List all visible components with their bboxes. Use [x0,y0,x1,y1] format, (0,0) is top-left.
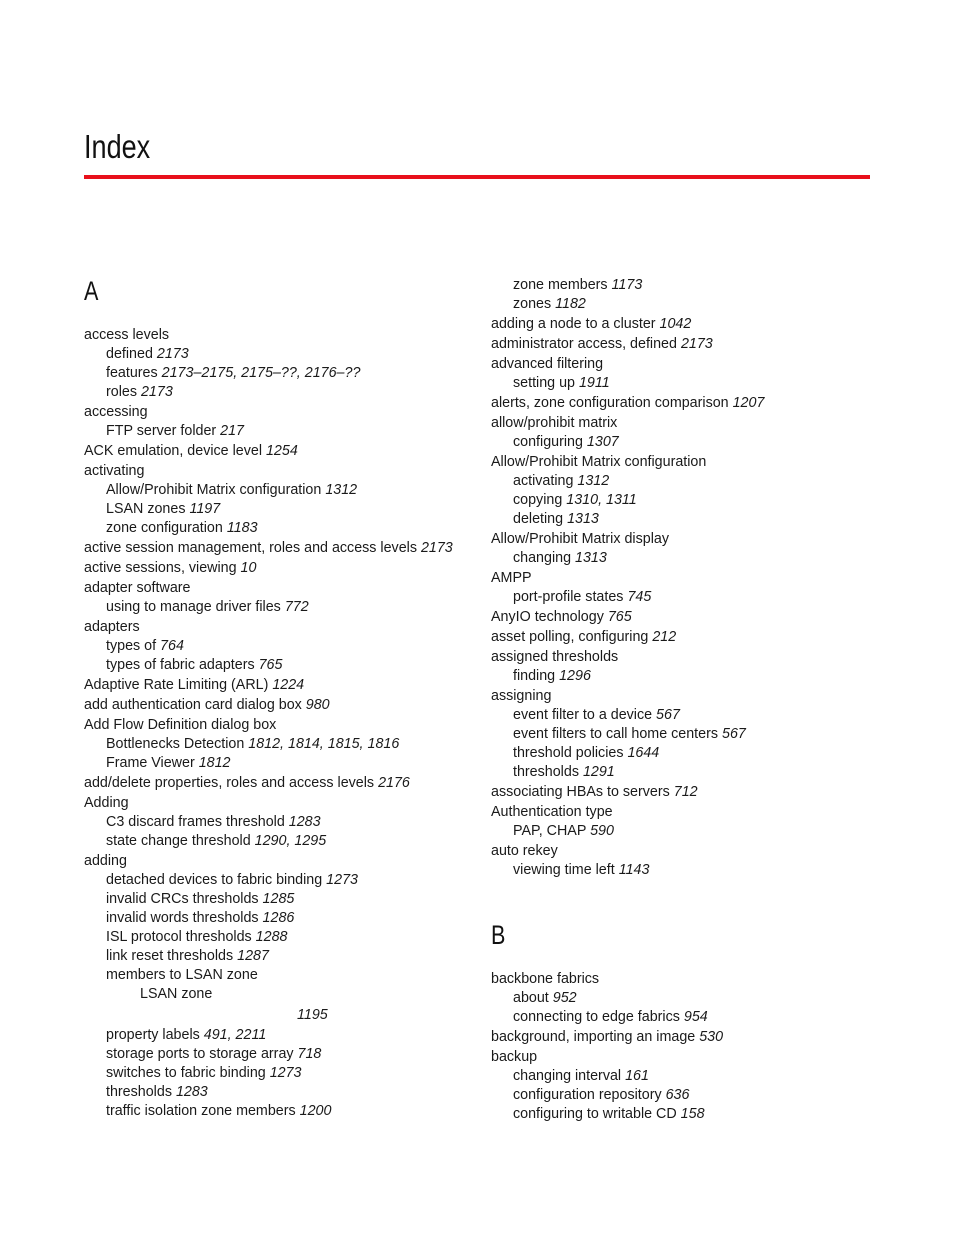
index-entry [491,1086,891,1105]
index-entry [491,1008,891,1027]
index-entry-term: active session management, roles and access levels [84,540,421,556]
index-entry-pages[interactable]: 954 [683,1009,708,1025]
index-entry-term: assigned thresholds [491,649,619,665]
index-entry [491,822,891,841]
index-entry-pages[interactable]: 590 [590,823,614,839]
index-entry [84,676,474,695]
index-entry-pages[interactable]: 567 [656,707,680,723]
index-entry-pages[interactable]: 745 [627,589,652,605]
index-entry-term: thresholds [106,1084,176,1100]
index-entry-pages[interactable]: 1173 [611,277,643,293]
index-entry-pages[interactable]: 1197 [189,501,221,517]
index-entry-pages[interactable]: 718 [297,1046,322,1062]
index-entry-term: event filter to a device [513,707,657,723]
index-entry-term: Allow/Prohibit Matrix configuration [106,482,326,498]
index-entry [84,579,474,598]
index-entry-term: add authentication card dialog box [84,697,306,713]
index-entry-term: Adding [84,795,129,811]
index-entry-pages[interactable]: 1200 [299,1103,332,1119]
index-entry [84,696,474,715]
index-entry-term: adding a node to a cluster [491,316,660,332]
index-entry-term: invalid words thresholds [106,910,263,926]
index-entry-term: ACK emulation, device level [84,443,266,459]
index-entry-term: Add Flow Definition dialog box [84,717,277,733]
index-entry [84,383,474,402]
index-entry-pages[interactable]: 772 [284,599,309,615]
index-entry [84,481,474,500]
index-entry [491,276,891,295]
index-entry-pages[interactable]: 491, 2211 [203,1027,267,1043]
index-entry-pages[interactable]: 1310, 1311 [566,492,637,508]
index-entry-term: associating HBAs to servers [491,784,674,800]
index-entry [84,716,474,735]
index-entry-term: port-profile states [513,589,628,605]
index-entry-term: assigning [491,688,552,704]
index-entry [84,832,474,851]
index-entry-term: backbone fabrics [491,971,600,987]
index-entry [84,947,474,966]
index-column-left [84,276,474,1121]
index-entry-term: types of [106,638,161,654]
index-entry [491,433,891,452]
index-entry-pages[interactable]: 1291 [582,764,615,780]
index-entry-pages[interactable]: 1290, 1295 [254,833,327,849]
index-entry [84,1083,474,1102]
index-entry-pages[interactable]: 764 [160,638,184,654]
index-entry-term: detached devices to fabric binding [106,872,327,888]
index-entry-term: types of fabric adapters [106,657,259,673]
index-entry [491,472,891,491]
index-entry-term: AMPP [491,570,532,586]
page-title: Index [84,128,151,165]
index-entry [84,852,474,871]
index-entry-term: about [513,990,553,1006]
index-entry [84,794,474,813]
index-entry-pages[interactable]: 1195 [297,1007,328,1023]
index-entry-term: features [106,365,162,381]
index-entry-term: viewing time left [513,862,619,878]
index-entry-term: threshold policies [513,745,628,761]
index-entry [491,667,891,686]
index-entry-term: Authentication type [491,804,613,820]
index-entry-pages[interactable]: 1312 [325,482,358,498]
index-entry [491,453,891,472]
index-entry-term: event filters to call home centers [513,726,722,742]
index-entry-pages[interactable]: 1312 [577,473,610,489]
index-entry [84,909,474,928]
index-entry-pages[interactable]: 158 [680,1106,705,1122]
index-entry-term: AnyIO technology [491,609,608,625]
index-entry [84,1102,474,1121]
index-entry-term: configuring [513,434,587,450]
index-entry [84,462,474,481]
index-entry-term: link reset thresholds [106,948,238,964]
index-entry-term: PAP, CHAP [513,823,591,839]
index-entry [491,569,891,588]
index-entry-pages[interactable]: 1273 [326,872,358,888]
index-entry [84,966,474,985]
index-entry [491,491,891,510]
index-entry-term: switches to fabric binding [106,1065,270,1081]
index-entry-pages[interactable]: 567 [722,726,746,742]
index-entry [84,656,474,675]
index-entry [491,763,891,782]
index-entry-pages[interactable]: 1285 [262,891,295,907]
index-entry [491,725,891,744]
index-entry-pages[interactable]: 1296 [559,668,591,684]
index-entry-pages[interactable]: 10 [240,560,257,576]
index-entry-term: defined [106,346,157,362]
index-entry [491,510,891,529]
index-entry [84,519,474,538]
index-entry-pages[interactable]: 1313 [575,550,607,566]
index-entry-pages[interactable]: 765 [607,609,632,625]
index-entry-pages[interactable]: 1307 [586,434,619,450]
index-entry [491,842,891,861]
index-entry-pages[interactable]: 1143 [618,862,650,878]
index-entry-pages[interactable]: 1283 [175,1084,208,1100]
index-entry-term: setting up [513,375,579,391]
index-entry-pages[interactable]: 1644 [627,745,660,761]
index-entry [491,1048,891,1067]
title-rule [84,175,870,179]
index-entry-term: access levels [84,327,170,343]
index-entry-pages[interactable]: 1207 [732,395,765,411]
index-entry-pages[interactable]: 2173 [140,384,173,400]
index-entry [84,1064,474,1083]
index-entry [84,637,474,656]
index-entry [491,706,891,725]
index-entry-term: ISL protocol thresholds [106,929,256,945]
index-entry [491,861,891,880]
index-entry-term: activating [84,463,145,479]
index-entry-pages[interactable]: 712 [673,784,698,800]
index-entry-term: adapters [84,619,140,635]
index-entry [491,783,891,802]
index-entry [491,1105,891,1124]
index-entry [491,355,891,374]
index-entry-pages[interactable]: 1287 [237,948,269,964]
index-entry-term: zones [513,296,556,312]
index-entry-term: copying [513,492,567,508]
index-entry-term: Allow/Prohibit Matrix display [491,531,669,547]
index-entry-term: activating [513,473,578,489]
index-entry-term: adapter software [84,580,191,596]
index-entry [491,803,891,822]
index-entry-pages[interactable]: 1283 [288,814,321,830]
index-entry [491,744,891,763]
index-entry [84,539,474,558]
index-entry-pages[interactable]: 1042 [659,316,692,332]
index-entry-term: finding [513,668,560,684]
index-entry-term: alerts, zone configuration comparison [491,395,733,411]
index-entry-pages[interactable]: 1224 [272,677,305,693]
index-entry-pages[interactable]: 1812 [198,755,231,771]
index-entry [491,335,891,354]
index-entry [84,403,474,422]
index-entry [491,648,891,667]
index-entry-term: deleting [513,511,568,527]
index-entry [491,608,891,627]
index-entry [491,970,891,989]
index-entry-term: allow/prohibit matrix [491,415,618,431]
index-entry-term: add/delete properties, roles and access levels [84,775,379,791]
index-entry-term: connecting to edge fabrics [513,1009,684,1025]
index-entry [84,364,474,383]
index-entry-term: configuring to writable CD [513,1106,681,1122]
index-entry [84,754,474,773]
index-entry [84,442,474,461]
index-entry-pages[interactable]: 636 [665,1087,690,1103]
index-entry-term: thresholds [513,764,583,780]
index-entry [84,890,474,909]
index-entry-pages[interactable]: 952 [552,990,577,1006]
index-entry-pages[interactable]: 1183 [226,520,258,536]
index-entry-pages[interactable]: 530 [699,1029,724,1045]
index-column-right [491,276,891,1124]
index-entry-pages[interactable]: 980 [305,697,330,713]
index-entry [84,928,474,947]
index-entry-term: Adaptive Rate Limiting (ARL) [84,677,273,693]
index-entry-term: active sessions, viewing [84,560,241,576]
index-entry [491,414,891,433]
index-entry-pages[interactable]: 2173–2175, 2175–??, 2176–?? [161,365,361,381]
index-entry [491,549,891,568]
index-entry-pages[interactable]: 1812, 1814, 1815, 1816 [248,736,400,752]
index-entry-term: configuration repository [513,1087,666,1103]
index-entry-term: roles [106,384,141,400]
index-entry-pages[interactable]: 2173 [420,540,453,556]
index-entry [84,326,474,345]
index-entry-term: using to manage driver files [106,599,285,615]
section-letter: A [84,276,99,306]
section-letter: B [491,920,506,950]
index-entry-term: state change threshold [106,833,255,849]
index-entry-term: Frame Viewer [106,755,199,771]
index-entry [491,687,891,706]
index-entry [491,628,891,647]
index-entry [84,618,474,637]
index-entry [84,774,474,793]
index-entry-pages[interactable]: 161 [625,1068,649,1084]
index-entry [84,422,474,441]
section-gap [491,880,891,920]
index-entry-pages[interactable]: 2173 [156,346,189,362]
index-entry-term: zone members [513,277,612,293]
index-entry-term: traffic isolation zone members [106,1103,300,1119]
index-entry [84,871,474,890]
index-entry-term: Bottlenecks Detection [106,736,249,752]
index-entry [491,394,891,413]
index-entry-term: property labels [106,1027,204,1043]
index-entry-pages[interactable]: 2176 [378,775,410,791]
index-entry [491,989,891,1008]
index-entry-pages[interactable]: 1286 [262,910,295,926]
index-entry-term: FTP server folder [106,423,221,439]
index-entry-term: background, importing an image [491,1029,700,1045]
index-entry-term: backup [491,1049,538,1065]
index-entry-term: administrator access, defined [491,336,681,352]
index-entry-pages[interactable]: 1254 [265,443,298,459]
index-entry [84,345,474,364]
index-entry-pages[interactable]: 2173 [680,336,713,352]
index-entry-term: auto rekey [491,843,558,859]
index-entry [84,500,474,519]
index-entry-term: adding [84,853,127,869]
index-entry [84,1026,474,1045]
index-entry-term: zone configuration [106,520,227,536]
index-entry-term: asset polling, configuring [491,629,653,645]
index-entry-term: storage ports to storage array [106,1046,298,1062]
index-entry-pages[interactable]: 217 [220,423,245,439]
index-entry-term: LSAN zone [140,986,213,1002]
index-entry [491,588,891,607]
index-entry-term: changing interval [513,1068,626,1084]
index-entry [491,295,891,314]
index-entry-pages[interactable]: 1273 [269,1065,302,1081]
index-entry-pages[interactable]: 1313 [567,511,599,527]
index-entry-pages[interactable]: 765 [258,657,283,673]
index-entry-pages[interactable]: 212 [652,629,677,645]
index-entry [84,1045,474,1064]
index-entry [491,374,891,393]
index-entry [84,735,474,754]
index-entry [491,315,891,334]
index-entry-term: C3 discard frames threshold [106,814,289,830]
index-entry-term: accessing [84,404,148,420]
index-entry-term: LSAN zones [106,501,190,517]
index-entry [491,1028,891,1047]
index-entry [84,985,474,1004]
index-entry-term: Allow/Prohibit Matrix configuration [491,454,707,470]
index-entry [491,530,891,549]
index-entry [84,559,474,578]
index-entry-term: invalid CRCs thresholds [106,891,263,907]
index-entry-pages[interactable]: 1911 [578,375,610,391]
index-entry-term: members to LSAN zone [106,967,258,983]
index-entry [84,813,474,832]
index-entry [491,1067,891,1086]
index-entry-term: changing [513,550,576,566]
index-entry-term: advanced filtering [491,356,604,372]
index-entry-pages[interactable]: 1288 [255,929,288,945]
index-entry [84,598,474,617]
index-entry-pages[interactable]: 1182 [555,296,586,312]
